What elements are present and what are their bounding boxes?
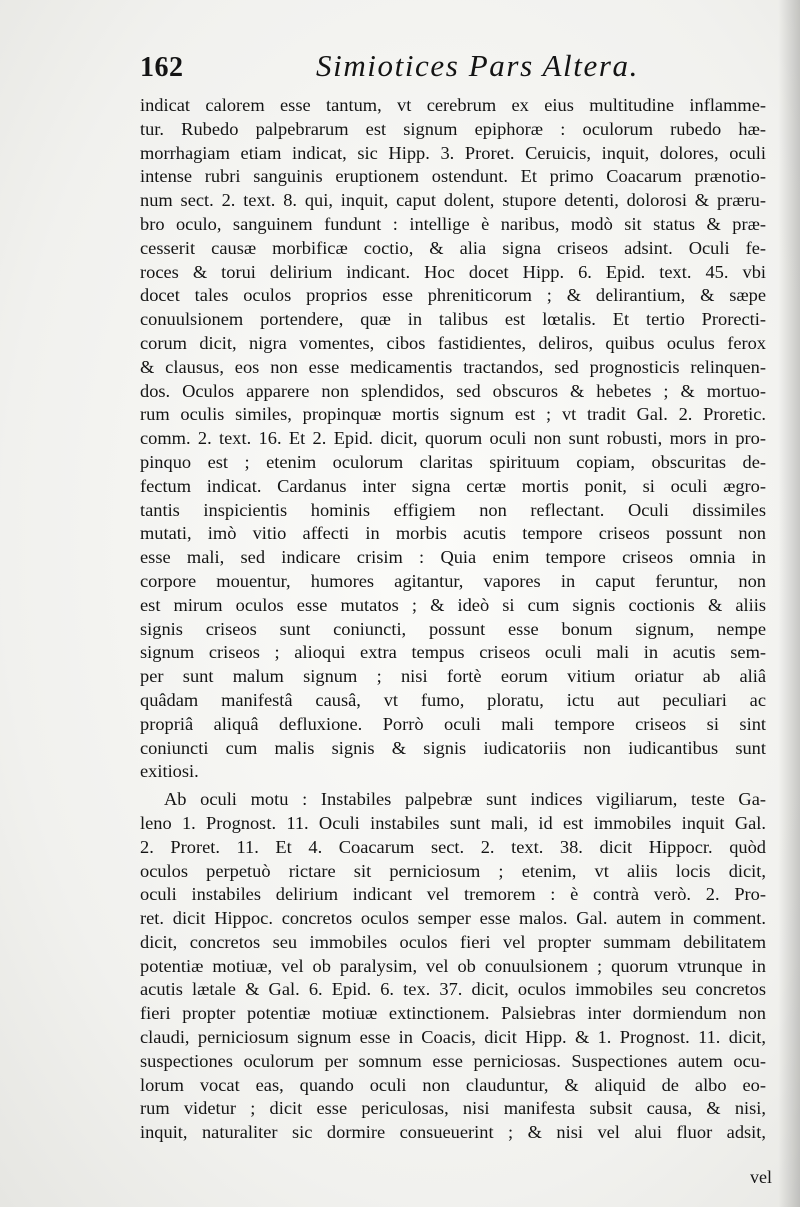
text-line: fectum indicat. Cardanus inter signa certæ mortis ponit, si oculi ægro- xyxy=(140,475,766,496)
text-line: rum videtur ; dicit esse periculosas, nisi manifesta subsit causa, & nisi, xyxy=(140,1098,766,1119)
text-line: conuulsionem portendere, quæ in talibus est lœtalis. Et tertio Prorecti- xyxy=(140,309,766,330)
text-line: potentiæ motiuæ, vel ob paralysim, vel ob conuulsionem ; quorum vtrunque in xyxy=(140,955,766,976)
text-line: inquit, naturaliter sic dormire consueuerint ; & nisi vel alui fluor adsit, xyxy=(140,1122,766,1143)
text-line: corum dicit, nigra vomentes, cibos fastidientes, deliros, quibus oculus ferox xyxy=(140,332,766,353)
text-line: oculos perpetuò rictare sit perniciosum ; etenim, vt aliis locis dicit, xyxy=(140,860,766,881)
page-number: 162 xyxy=(140,52,184,83)
text-line: comm. 2. text. 16. Et 2. Epid. dicit, quorum oculi non sunt robusti, mors in pro- xyxy=(140,428,766,449)
text-line: coniuncti cum malis signis & signis iudicatoriis non iudicantibus sunt xyxy=(140,737,766,758)
text-line: dicit, concretos seu immobiles oculos fieri vel propter summam debilitatem xyxy=(140,931,766,952)
page-edge-shadow xyxy=(778,0,800,1207)
text-line: leno 1. Prognost. 11. Oculi instabiles sunt mali, id est immobiles inquit Gal. xyxy=(140,812,766,833)
text-line: oculi instabiles delirium indicant vel tremorem : è contrà verò. 2. Pro- xyxy=(140,884,766,905)
text-line: bro oculo, sanguinem fundunt : intellige è naribus, modò sit status & præ- xyxy=(140,213,766,234)
text-line: tantis inspicientis hominis effigiem non reflectant. Oculi dissimiles xyxy=(140,499,766,520)
text-line: num sect. 2. text. 8. qui, inquit, caput dolent, stupore detenti, dolorosi & præru- xyxy=(140,190,766,211)
text-line: propriâ aliquâ defluxione. Porrò oculi mali tempore criseos si sint xyxy=(140,713,766,734)
text-line: signum criseos ; alioqui extra tempus criseos oculi mali in acutis sem- xyxy=(140,642,766,663)
text-line: Ab oculi motu : Instabiles palpebræ sunt indices vigiliarum, teste Ga- xyxy=(164,789,766,810)
text-line: quâdam manifestâ causâ, vt fumo, ploratu, ictu aut peculiari ac xyxy=(140,689,766,710)
text-line: exitiosi. xyxy=(140,761,199,782)
text-line: ret. dicit Hippoc. concretos oculos semper esse malos. Gal. autem in comment. xyxy=(140,908,766,929)
text-line: intense rubri sanguinis eruptionem ostendunt. Et primo Coacarum prænotio- xyxy=(140,166,766,187)
text-line: acutis lætale & Gal. 6. Epid. 6. tex. 37. dicit, oculos immobiles seu concretos xyxy=(140,979,766,1000)
page-header xyxy=(140,48,780,90)
text-line: mutati, imò vitio affecti in morbis acutis tempore criseos possunt non xyxy=(140,523,766,544)
text-line: fieri propter potentiæ motiuæ extinctionem. Palsiebras inter dormiendum non xyxy=(140,1003,766,1024)
text-line: docet tales oculos proprios esse phreniticorum ; & delirantium, & sæpe xyxy=(140,285,766,306)
text-line: & clausus, eos non esse medicamentis tractandos, sed prognosticis relinquen- xyxy=(140,356,766,377)
text-line: tur. Rubedo palpebrarum est signum epiphoræ : oculorum rubedo hæ- xyxy=(140,118,766,139)
catchword: vel xyxy=(750,1167,772,1187)
text-line: suspectiones oculorum per somnum esse perniciosas. Suspectiones autem ocu- xyxy=(140,1050,766,1071)
text-line: per sunt malum signum ; nisi fortè eorum vitium oriatur ab aliâ xyxy=(140,666,766,687)
text-line: roces & torui delirium indicant. Hoc docet Hipp. 6. Epid. text. 45. vbi xyxy=(140,261,766,282)
text-line: morrhagiam etiam indicat, sic Hipp. 3. Proret. Ceruicis, inquit, dolores, oculi xyxy=(140,142,766,163)
text-line: dos. Oculos apparere non splendidos, sed obscuros & hebetes ; & mortuo- xyxy=(140,380,766,401)
text-line: est mirum oculos esse mutatos ; & ideò si cum signis coctionis & aliis xyxy=(140,594,766,615)
body-text xyxy=(140,94,766,1145)
text-line: claudi, perniciosum signum esse in Coacis, dicit Hipp. & 1. Prognost. 11. dicit, xyxy=(140,1027,766,1048)
running-title: Simiotices Pars Altera. xyxy=(316,48,639,83)
text-line: corpore mouentur, humores agitantur, vapores in caput feruntur, non xyxy=(140,570,766,591)
text-line: indicat calorem esse tantum, vt cerebrum ex eius multitudine inflamme- xyxy=(140,95,766,115)
text-line: signis criseos sunt coniuncti, possunt esse bonum signum, nempe xyxy=(140,618,766,639)
text-line: cesserit causæ morbificæ coctio, & alia signa criseos adsint. Oculi fe- xyxy=(140,237,766,258)
text-line: pinquo est ; etenim oculorum claritas spirituum copiam, obscuritas de- xyxy=(140,451,766,472)
text-line: 2. Proret. 11. Et 4. Coacarum sect. 2. text. 38. dicit Hippocr. quòd xyxy=(140,836,766,857)
text-line: lorum vocat eas, quando oculi non clauduntur, & aliquid de albo eo- xyxy=(140,1074,766,1095)
text-line: rum oculis similes, propinquæ mortis signum est ; vt tradit Gal. 2. Proretic. xyxy=(140,404,766,425)
text-line: esse mali, sed indicare crisim : Quia enim tempore criseos omnia in xyxy=(140,547,766,568)
